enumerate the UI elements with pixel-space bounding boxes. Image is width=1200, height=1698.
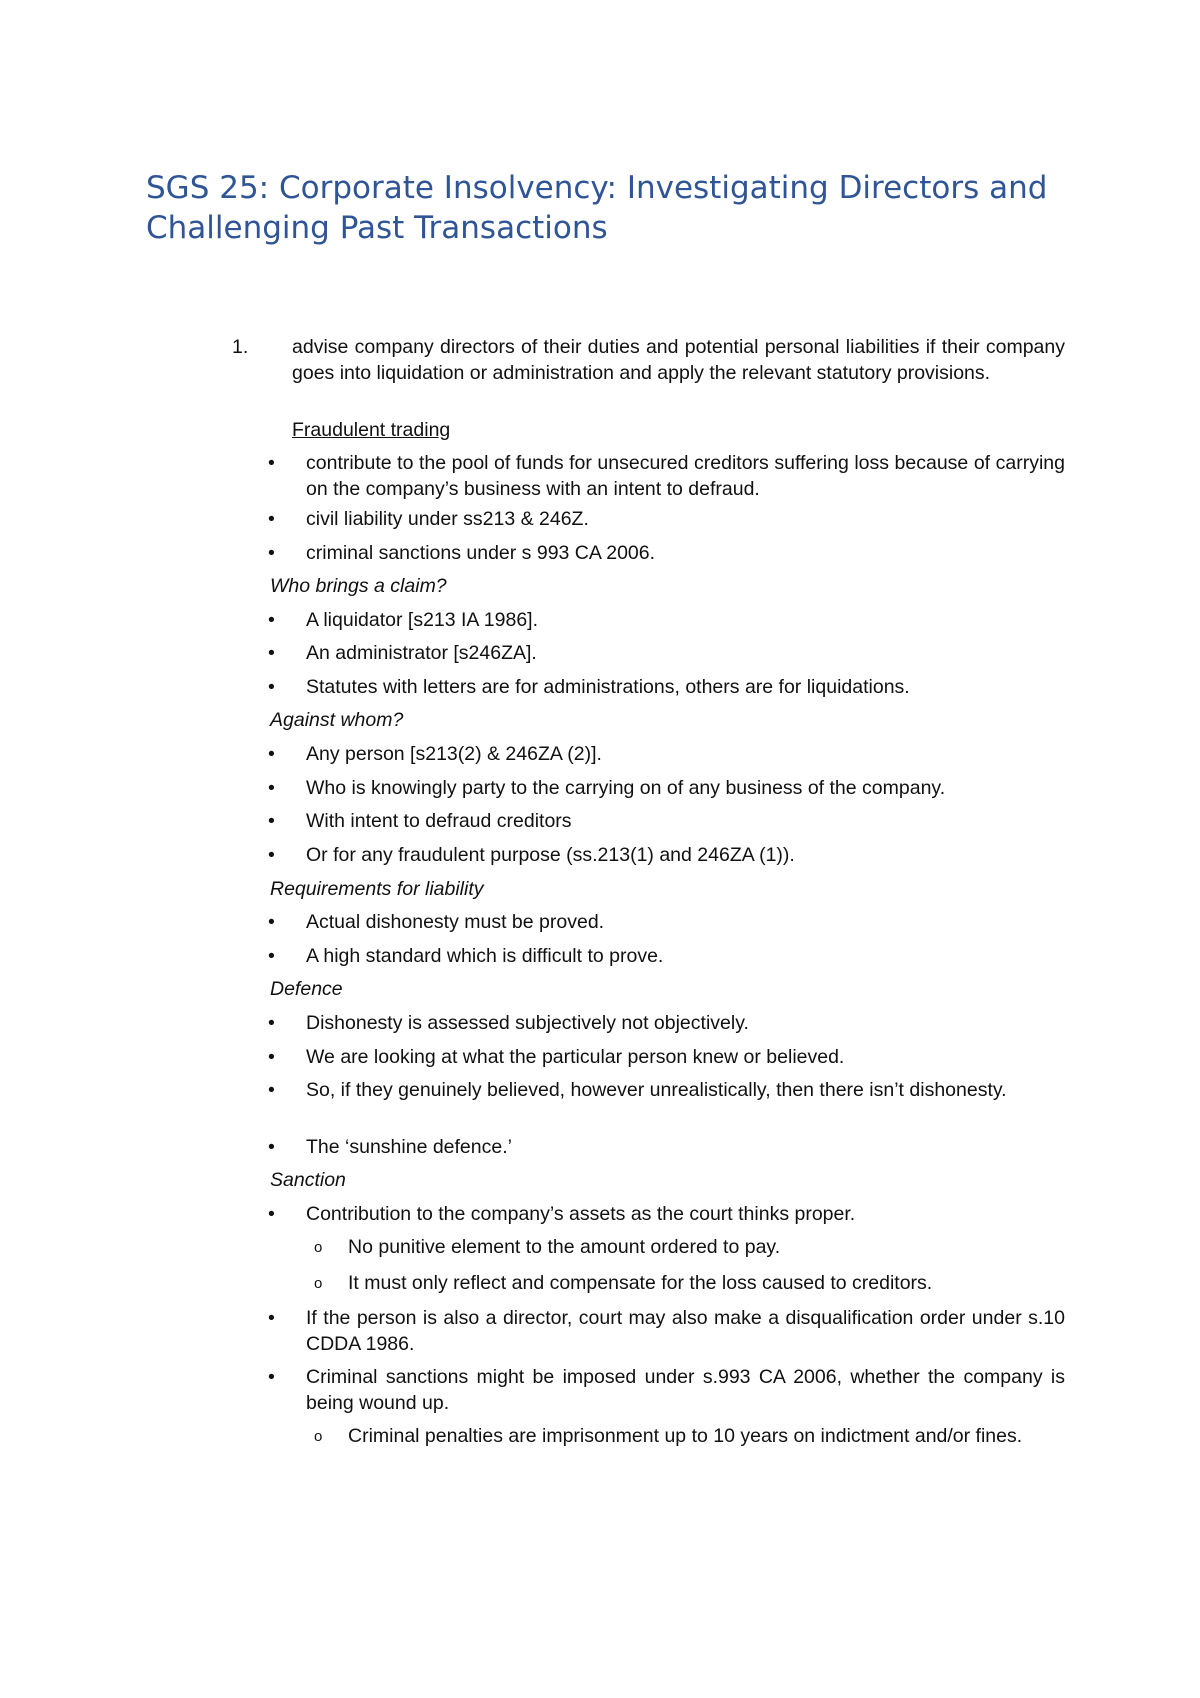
bullet-icon: • xyxy=(268,1012,275,1034)
list-number: 1. xyxy=(232,336,249,358)
bullet-text: Contribution to the company’s assets as the court thinks proper. xyxy=(306,1203,856,1225)
bullet-text: criminal sanctions under s 993 CA 2006. xyxy=(306,542,656,564)
bullet-icon: • xyxy=(268,642,275,664)
sub-bullet-icon: o xyxy=(314,1428,323,1445)
bullet-text: Statutes with letters are for administrations, others are for liquidations. xyxy=(306,676,910,698)
document-title: SGS 25: Corporate Insolvency: Investigating Directors and Challenging Past Transactions xyxy=(146,170,1048,246)
bullet-text: So, if they genuinely believed, however unrealistically, then there isn’t dishonesty. xyxy=(306,1079,1007,1101)
sub-bullet-icon: o xyxy=(314,1275,323,1292)
bullet-icon: • xyxy=(268,1203,275,1225)
bullet-icon: • xyxy=(268,1079,275,1101)
section-heading: Requirements for liability xyxy=(270,878,484,900)
bullet-text: The ‘sunshine defence.’ xyxy=(306,1136,512,1158)
bullet-icon: • xyxy=(268,945,275,967)
bullet-icon: • xyxy=(268,777,275,799)
bullet-text: Criminal sanctions might be imposed under s.993 CA 2006, whether the company is being wound up. xyxy=(306,1366,1065,1414)
sub-bullet-icon: o xyxy=(314,1239,323,1256)
bullet-icon: • xyxy=(268,609,275,631)
bullet-icon: • xyxy=(268,452,275,474)
bullet-text: An administrator [s246ZA]. xyxy=(306,642,537,664)
bullet-text: With intent to defraud creditors xyxy=(306,810,572,832)
sub-bullet-text: Criminal penalties are imprisonment up to 10 years on indictment and/or fines. xyxy=(348,1425,1023,1447)
bullet-text: contribute to the pool of funds for unsecured creditors suffering loss because of carrying on the company’s business with an intent to defraud. xyxy=(306,452,1065,500)
bullet-text: Dishonesty is assessed subjectively not objectively. xyxy=(306,1012,749,1034)
bullet-text: Actual dishonesty must be proved. xyxy=(306,911,605,933)
subheading-fraudulent-trading: Fraudulent trading xyxy=(292,419,451,441)
bullet-text: A liquidator [s213 IA 1986]. xyxy=(306,609,539,631)
bullet-text: We are looking at what the particular person knew or believed. xyxy=(306,1046,845,1068)
bullet-icon: • xyxy=(268,743,275,765)
bullet-icon: • xyxy=(268,542,275,564)
bullet-text: Any person [s213(2) & 246ZA (2)]. xyxy=(306,743,602,765)
bullet-icon: • xyxy=(268,1307,275,1329)
section-heading: Defence xyxy=(270,978,343,1000)
section-heading: Against whom? xyxy=(270,709,404,731)
bullet-icon: • xyxy=(268,810,275,832)
section-heading: Sanction xyxy=(270,1169,346,1191)
bullet-icon: • xyxy=(268,911,275,933)
list-item-text: advise company directors of their duties and potential personal liabilities if their company goes into liquidation or administration and apply the relevant statutory provisions. xyxy=(292,336,1065,384)
bullet-text: Or for any fraudulent purpose (ss.213(1) and 246ZA (1)). xyxy=(306,844,795,866)
bullet-text: If the person is also a director, court may also make a disqualification order under s.10 CDDA 1986. xyxy=(306,1307,1065,1355)
sub-bullet-text: No punitive element to the amount ordered to pay. xyxy=(348,1236,781,1258)
sub-bullet-text: It must only reflect and compensate for the loss caused to creditors. xyxy=(348,1272,933,1294)
bullet-icon: • xyxy=(268,1366,275,1388)
bullet-icon: • xyxy=(268,1046,275,1068)
bullet-text: Who is knowingly party to the carrying on of any business of the company. xyxy=(306,777,946,799)
bullet-icon: • xyxy=(268,844,275,866)
bullet-text: A high standard which is difficult to prove. xyxy=(306,945,664,967)
section-heading: Who brings a claim? xyxy=(270,575,447,597)
bullet-icon: • xyxy=(268,676,275,698)
bullet-text: civil liability under ss213 & 246Z. xyxy=(306,508,589,530)
bullet-icon: • xyxy=(268,1136,275,1158)
bullet-icon: • xyxy=(268,508,275,530)
